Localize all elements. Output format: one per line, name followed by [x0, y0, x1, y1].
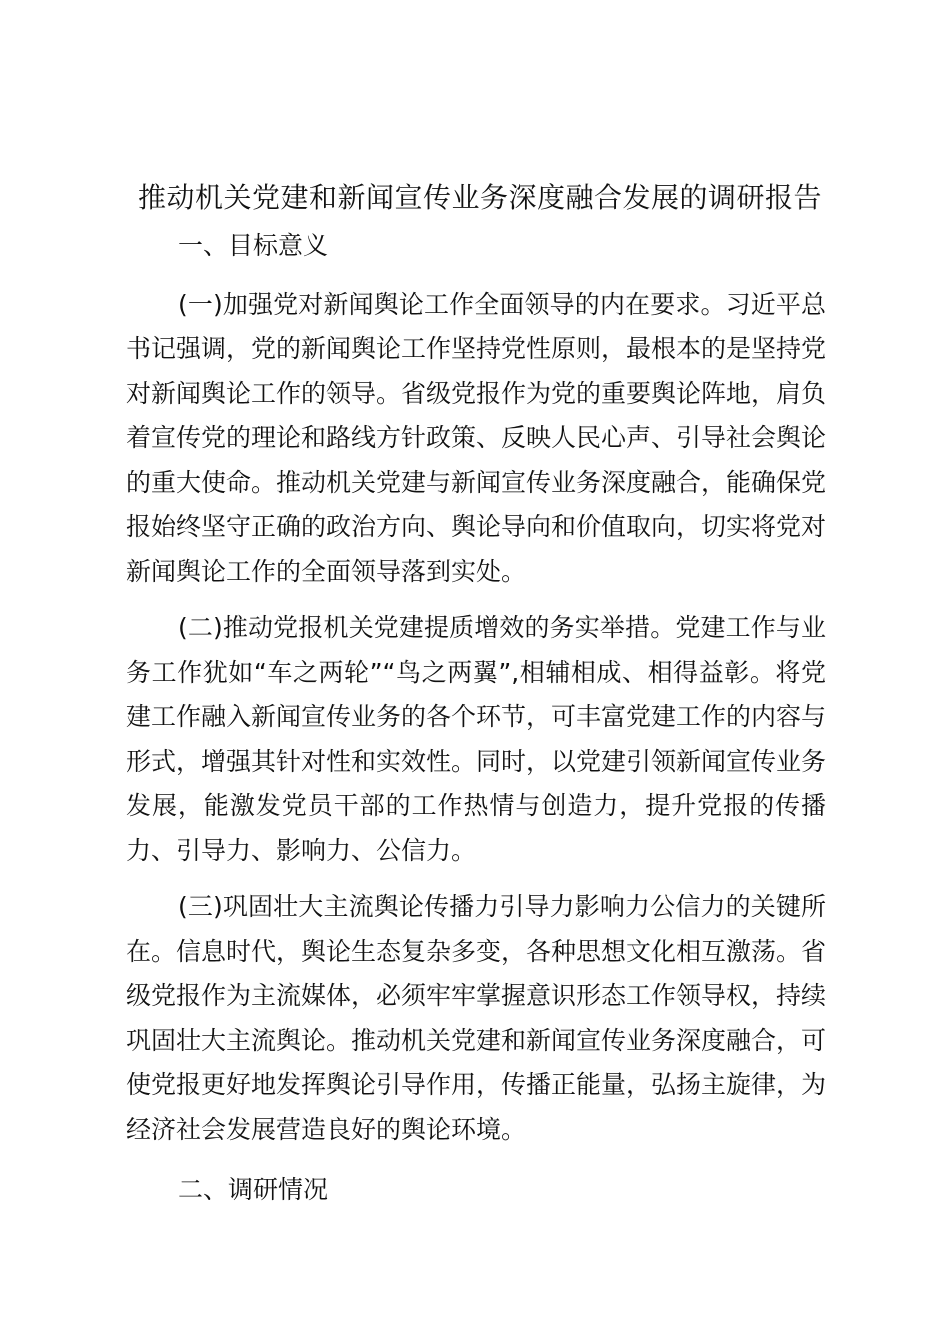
document-body	[126, 224, 826, 1225]
paragraph-3: (三)巩固壮大主流舆论传播力引导力影响力公信力的关键所在。信息时代，舆论生态复杂多变，各种思想文化相互激荡。省级党报作为主流媒体，必须牢牢掌握意识形态工作领导权，持续巩固壮大主流舆论。推动机关党建和新闻宣传业务深度融合，可使党报更好地发挥舆论引导作用，传播正能量，弘扬主旋律，为经济社会发展营造良好的舆论环境。	[126, 892, 827, 1144]
document-title: 推动机关党建和新闻宣传业务深度融合发展的调研报告	[137, 181, 822, 214]
paragraph-1: (一)加强党对新闻舆论工作全面领导的内在要求。习近平总书记强调，党的新闻舆论工作坚持党性原则，最根本的是坚持党对新闻舆论工作的领导。省级党报作为党的重要舆论阵地，肩负着宣传党的理论和路线方针政策、反映人民心声、引导社会舆论的重大使命。推动机关党建与新闻宣传业务深度融合，能确保党报始终坚守正确的政治方向、舆论导向和价值取向，切实将党对新闻舆论工作的全面领导落到实处。	[126, 289, 827, 586]
section-heading-survey: 二、调研情况	[178, 1175, 329, 1204]
paragraph-2: (二)推动党报机关党建提质增效的务实举措。党建工作与业务工作犹如“车之两轮”“鸟之两翼”,相辅相成、相得益彰。将党建工作融入新闻宣传业务的各个环节，可丰富党建工作的内容与形式，增强其针对性和实效性。同时，以党建引领新闻宣传业务发展，能激发党员干部的工作热情与创造力，提升党报的传播力、引导力、影响力、公信力。	[126, 613, 827, 865]
section-heading-goals: 一、目标意义	[178, 231, 329, 260]
